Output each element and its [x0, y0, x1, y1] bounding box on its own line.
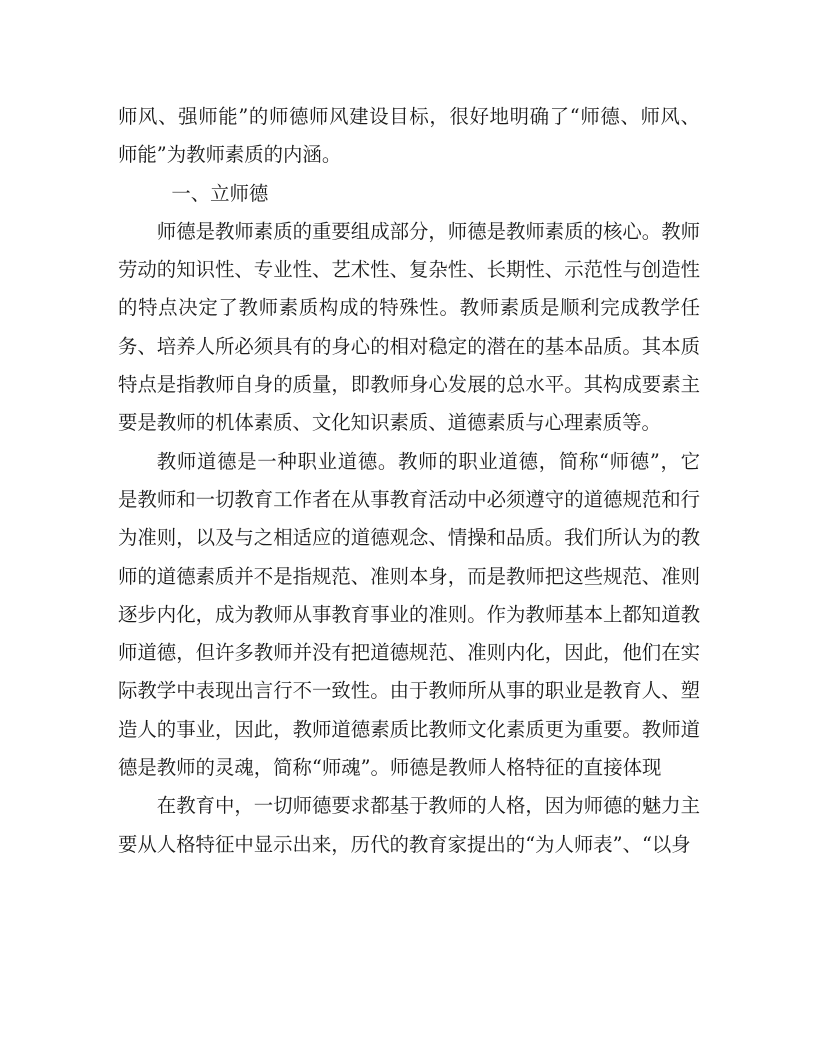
document-body	[118, 98, 700, 864]
paragraph-personality: 在教育中，一切师德要求都基于教师的人格，因为师德的魅力主要从人格特征中显示出来，历代的教育家提出的“为人师表”、“以身	[118, 794, 700, 856]
paragraph-professional-ethics: 教师道德是一种职业道德。教师的职业道德，简称“师德”，它是教师和一切教育工作者在从事教育活动中必须遵守的道德规范和行为准则，以及与之相适应的道德观念、情操和品质。我们所认为的教师的道德素质并不是指规范、准则本身，而是教师把这些规范、准则逐步内化，成为教师从事教育事业的准则。作为教师基本上都知道教师道德，但许多教师并没有把道德规范、准则内化，因此，他们在实际教学中表现出言行不一致性。由于教师所从事的职业是教育人、塑造人的事业，因此，教师道德素质比教师文化素质更为重要。教师道德是教师的灵魂，简称“师魂”。师德是教师人格特征的直接体现	[118, 449, 700, 780]
paragraph-intro-continued: 师风、强师能”的师德师风建设目标，很好地明确了“师德、师风、师能”为教师素质的内涵。	[118, 105, 700, 167]
paragraph-teacher-ethics-core: 师德是教师素质的重要组成部分，师德是教师素质的核心。教师劳动的知识性、专业性、艺术性、复杂性、长期性、示范性与创造性的特点决定了教师素质构成的特殊性。教师素质是顺利完成教学任务、培养人所必须具有的身心的相对稳定的潜在的基本品质。其本质特点是指教师自身的质量，即教师身心发展的总水平。其构成要素主要是教师的机体素质、文化知识素质、道德素质与心理素质等。	[118, 219, 700, 435]
section-heading: 一、立师德	[171, 181, 269, 205]
